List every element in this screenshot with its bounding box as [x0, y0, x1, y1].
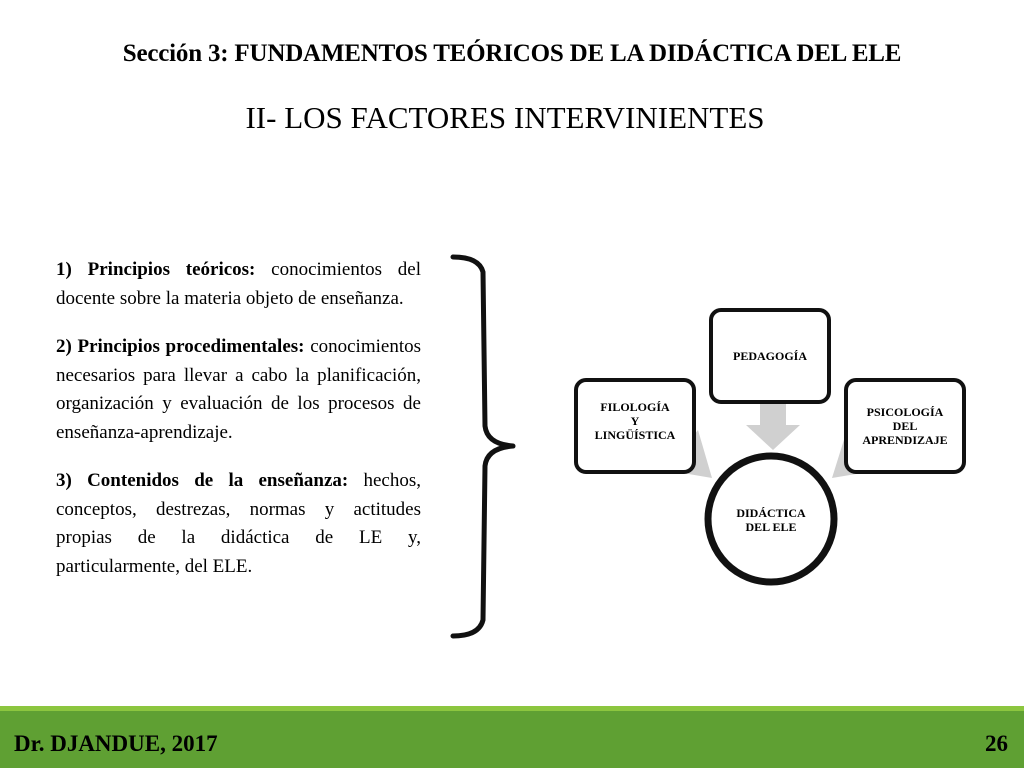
principle-text: hechos, conceptos, destrezas, normas y actitudes propias de la didáctica de LE y, particularmente, del ELE.	[56, 470, 422, 577]
principle-heading: 2) Principios procedimentales:	[56, 336, 305, 357]
slide-title: II- LOS FACTORES INTERVINIENTES	[245, 100, 765, 135]
footer-author: Dr. DJANDUE, 2017	[14, 731, 218, 756]
right-box-label: PSICOLOGÍA DEL APRENDIZAJE	[862, 405, 948, 447]
principle-heading: 3) Contenidos de la enseñanza:	[56, 470, 349, 491]
principle-heading: 1) Principios teóricos:	[56, 259, 256, 280]
left-box-label: FILOLOGÍA Y LINGÜÍSTICA	[594, 400, 676, 442]
principle-item	[56, 333, 421, 447]
top-box-label: PEDAGOGÍA	[732, 349, 807, 363]
center-label: DIDÁCTICA DEL ELE	[736, 506, 806, 534]
factors-diagram	[560, 300, 980, 600]
section-title: Sección 3: FUNDAMENTOS TEÓRICOS DE LA DIDÁCTICA DEL ELE	[122, 40, 902, 67]
principles-list	[56, 256, 421, 601]
principle-text: conocimientos necesarios para llevar a cabo la planificación, organización y evaluación de los procesos de enseñanza-aprendizaje.	[56, 336, 421, 443]
right-brace-icon	[445, 250, 525, 645]
page-number: 26	[985, 731, 1008, 756]
principle-text: conocimientos del docente sobre la materia objeto de enseñanza.	[56, 259, 421, 309]
principle-item	[56, 256, 421, 313]
principle-item	[56, 467, 421, 581]
